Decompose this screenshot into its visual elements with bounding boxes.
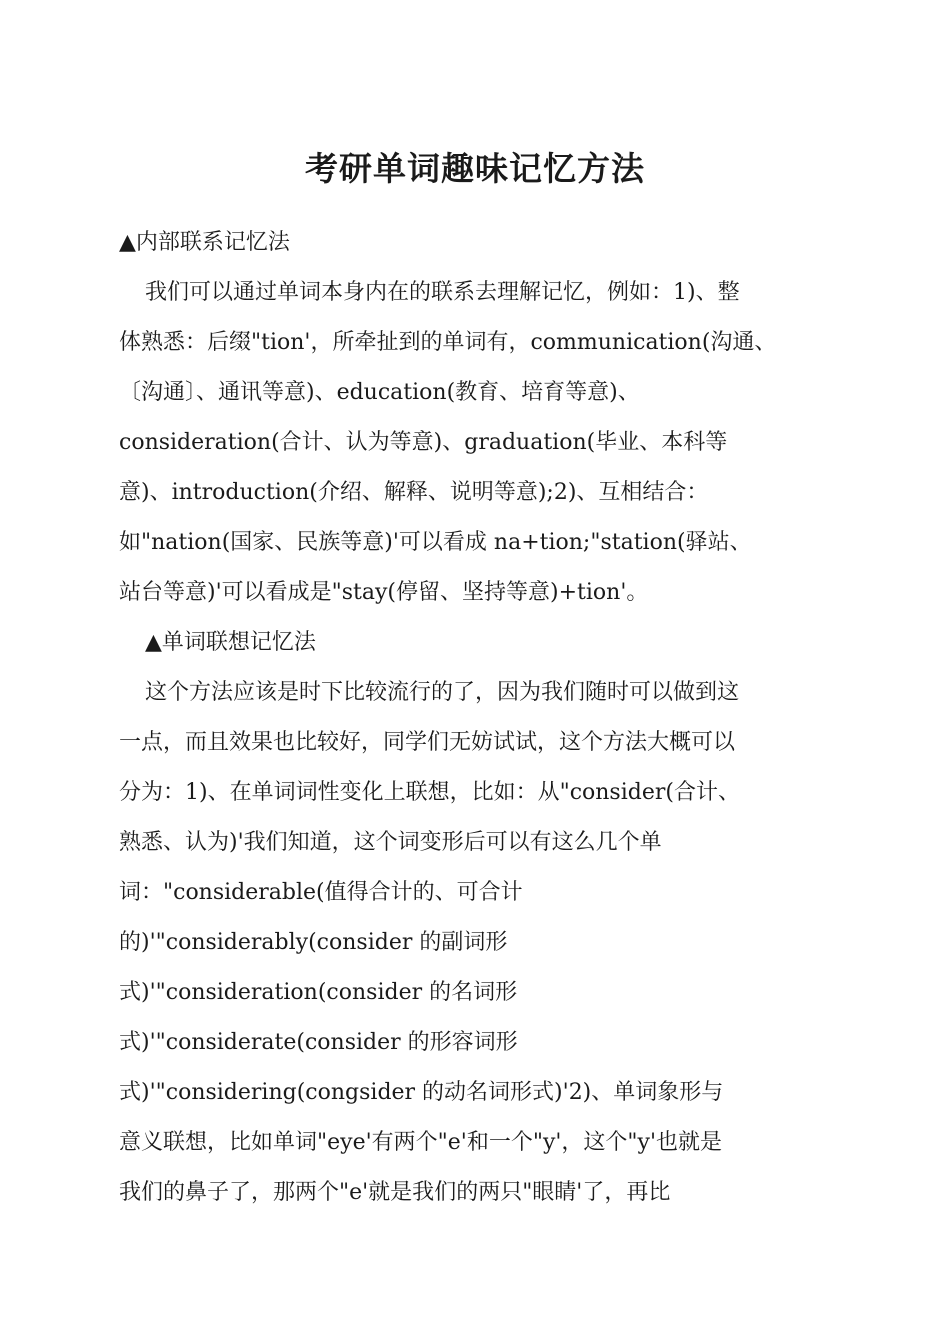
section-heading-word-association: ▲单词联想记忆法 (145, 630, 316, 655)
paragraph-line: 一点，而且效果也比较好，同学们无妨试试，这个方法大概可以 (119, 730, 736, 755)
paragraph-line: 意义联想，比如单词"eye'有两个"e'和一个"y'，这个"y'也就是 (119, 1130, 723, 1155)
paragraph-line: 式)'"consideration(consider 的名词形 (119, 980, 518, 1005)
paragraph-line: 式)'"considering(congsider 的动名词形式)'2)、单词象形与 (119, 1080, 724, 1105)
paragraph-line: 意)、introduction(介绍、解释、说明等意);2)、互相结合： (119, 480, 709, 505)
paragraph-line: 站台等意)'可以看成是"stay(停留、坚持等意)+tion'。 (119, 580, 649, 605)
paragraph-line: 体熟悉：后缀"tion'，所牵扯到的单词有，communication(沟通、 (119, 330, 777, 355)
paragraph-line: 〔沟通〕、通讯等意)、education(教育、培育等意)、 (119, 380, 640, 405)
paragraph-line: 词："considerable(值得合计的、可合计 (119, 880, 523, 905)
paragraph-line: 式)'"considerate(consider 的形容词形 (119, 1030, 518, 1055)
paragraph-line: 的)'"considerably(consider 的副词形 (119, 930, 508, 955)
paragraph-line: 我们的鼻子了，那两个"e'就是我们的两只"眼睛'了，再比 (119, 1180, 671, 1205)
section-heading-internal-link: ▲内部联系记忆法 (119, 230, 290, 255)
paragraph-line: 这个方法应该是时下比较流行的了，因为我们随时可以做到这 (145, 680, 740, 705)
paragraph-line: 分为：1)、在单词词性变化上联想，比如：从"consider(合计、 (119, 780, 740, 805)
paragraph-line: 如"nation(国家、民族等意)'可以看成 na+tion;"station(驿站、 (119, 530, 752, 555)
paragraph-line: consideration(合计、认为等意)、graduation(毕业、本科等 (119, 430, 728, 455)
paragraph-line: 我们可以通过单词本身内在的联系去理解记忆，例如：1)、整 (145, 280, 740, 305)
paragraph-line: 熟悉、认为)'我们知道，这个词变形后可以有这么几个单 (119, 830, 662, 855)
document-title: 考研单词趣味记忆方法 (305, 149, 645, 188)
